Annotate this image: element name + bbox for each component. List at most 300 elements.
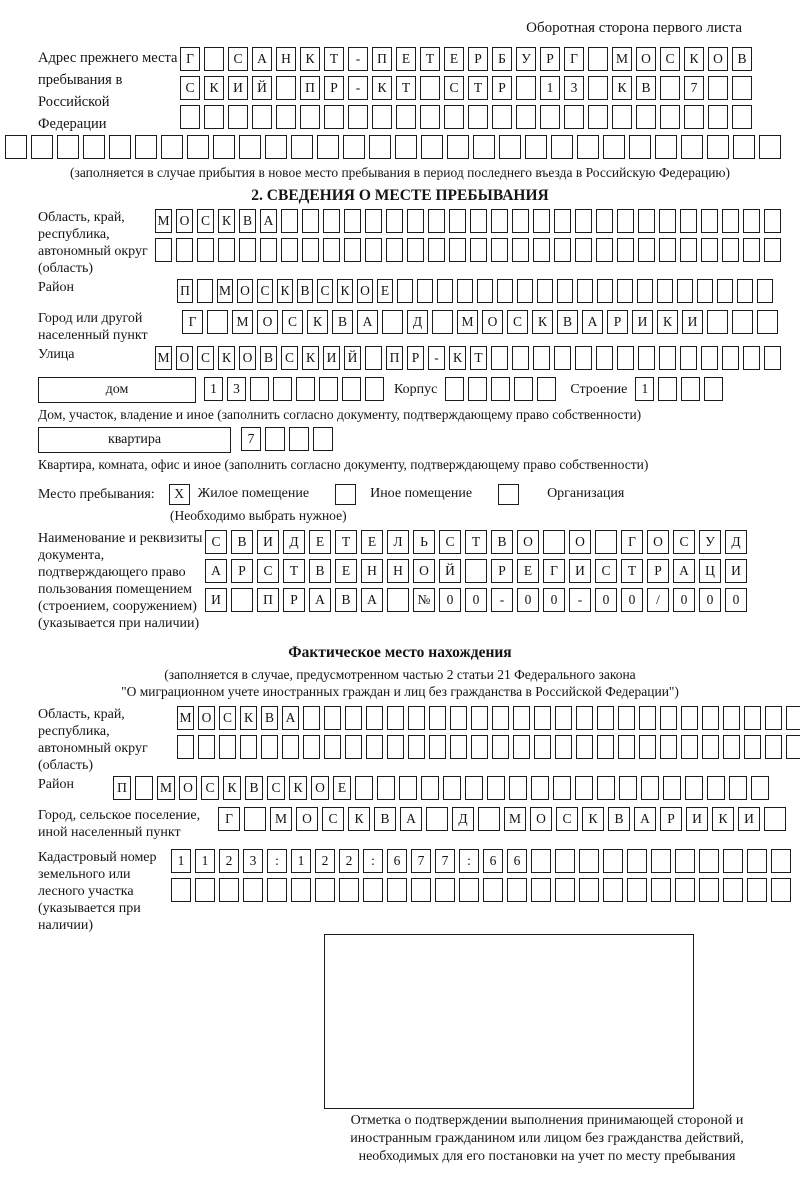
char-box[interactable]: П: [300, 76, 320, 100]
char-box[interactable]: С: [439, 530, 461, 554]
char-box[interactable]: В: [636, 76, 656, 100]
char-box[interactable]: К: [277, 279, 293, 303]
char-box[interactable]: [499, 135, 521, 159]
char-box[interactable]: Н: [361, 559, 383, 583]
char-box[interactable]: К: [302, 346, 319, 370]
char-box[interactable]: У: [699, 530, 721, 554]
char-box[interactable]: [492, 105, 512, 129]
char-box[interactable]: [445, 377, 464, 401]
char-box[interactable]: Г: [182, 310, 203, 334]
char-box[interactable]: А: [361, 588, 383, 612]
char-box[interactable]: В: [557, 310, 578, 334]
char-box[interactable]: [699, 849, 719, 873]
char-box[interactable]: [323, 209, 340, 233]
char-box[interactable]: 3: [243, 849, 263, 873]
char-box[interactable]: [513, 735, 530, 759]
char-box[interactable]: [722, 346, 739, 370]
char-box[interactable]: М: [155, 346, 172, 370]
char-box[interactable]: [300, 105, 320, 129]
char-box[interactable]: [397, 279, 413, 303]
char-box[interactable]: [369, 135, 391, 159]
char-box[interactable]: О: [517, 530, 539, 554]
char-box[interactable]: [737, 279, 753, 303]
char-box[interactable]: С: [257, 559, 279, 583]
char-box[interactable]: С: [282, 310, 303, 334]
char-box[interactable]: [457, 279, 473, 303]
char-box[interactable]: [492, 735, 509, 759]
char-box[interactable]: 3: [564, 76, 584, 100]
char-box[interactable]: В: [335, 588, 357, 612]
char-box[interactable]: [267, 878, 287, 902]
char-box[interactable]: [386, 209, 403, 233]
char-box[interactable]: В: [297, 279, 313, 303]
char-box[interactable]: [765, 735, 782, 759]
char-box[interactable]: [638, 238, 655, 262]
char-box[interactable]: /: [647, 588, 669, 612]
char-box[interactable]: [345, 735, 362, 759]
char-box[interactable]: 1: [204, 377, 223, 401]
char-box[interactable]: К: [712, 807, 734, 831]
char-box[interactable]: [339, 878, 359, 902]
char-box[interactable]: О: [296, 807, 318, 831]
char-box[interactable]: [659, 238, 676, 262]
char-box[interactable]: [342, 377, 361, 401]
char-box[interactable]: [343, 135, 365, 159]
char-box[interactable]: [543, 530, 565, 554]
char-box[interactable]: [660, 706, 677, 730]
char-box[interactable]: [680, 238, 697, 262]
char-box[interactable]: [219, 735, 236, 759]
char-box[interactable]: [554, 209, 571, 233]
char-box[interactable]: Д: [407, 310, 428, 334]
char-box[interactable]: П: [257, 588, 279, 612]
char-box[interactable]: Т: [324, 47, 344, 71]
char-box[interactable]: И: [228, 76, 248, 100]
char-box[interactable]: В: [608, 807, 630, 831]
char-box[interactable]: [555, 735, 572, 759]
char-box[interactable]: 1: [291, 849, 311, 873]
char-box[interactable]: Й: [252, 76, 272, 100]
char-box[interactable]: [764, 209, 781, 233]
char-box[interactable]: [407, 209, 424, 233]
char-box[interactable]: [533, 346, 550, 370]
char-box[interactable]: [533, 238, 550, 262]
char-box[interactable]: -: [428, 346, 445, 370]
char-box[interactable]: М: [155, 209, 172, 233]
char-box[interactable]: [660, 735, 677, 759]
char-box[interactable]: [531, 776, 549, 800]
char-box[interactable]: Н: [387, 559, 409, 583]
char-box[interactable]: [596, 346, 613, 370]
char-box[interactable]: В: [309, 559, 331, 583]
char-box[interactable]: А: [260, 209, 277, 233]
char-box[interactable]: [303, 735, 320, 759]
char-box[interactable]: [531, 849, 551, 873]
char-box[interactable]: О: [198, 706, 215, 730]
char-box[interactable]: [537, 279, 553, 303]
char-box[interactable]: В: [231, 530, 253, 554]
char-box[interactable]: Е: [517, 559, 539, 583]
char-box[interactable]: [534, 706, 551, 730]
char-box[interactable]: [429, 706, 446, 730]
char-box[interactable]: 1: [540, 76, 560, 100]
char-box[interactable]: [764, 807, 786, 831]
char-box[interactable]: [243, 878, 263, 902]
char-box[interactable]: [747, 878, 767, 902]
char-box[interactable]: К: [240, 706, 257, 730]
char-box[interactable]: [657, 279, 673, 303]
char-box[interactable]: [5, 135, 27, 159]
char-box[interactable]: Р: [660, 807, 682, 831]
char-box[interactable]: [204, 47, 224, 71]
char-box[interactable]: [465, 559, 487, 583]
char-box[interactable]: 0: [517, 588, 539, 612]
char-box[interactable]: [365, 209, 382, 233]
char-box[interactable]: [701, 238, 718, 262]
char-box[interactable]: [764, 346, 781, 370]
char-box[interactable]: А: [252, 47, 272, 71]
char-box[interactable]: Е: [361, 530, 383, 554]
char-box[interactable]: [471, 735, 488, 759]
char-box[interactable]: [743, 209, 760, 233]
char-box[interactable]: [684, 105, 704, 129]
char-box[interactable]: С: [444, 76, 464, 100]
char-box[interactable]: [685, 776, 703, 800]
char-box[interactable]: [399, 776, 417, 800]
char-box[interactable]: [302, 238, 319, 262]
char-box[interactable]: А: [634, 807, 656, 831]
char-box[interactable]: [273, 377, 292, 401]
char-box[interactable]: В: [239, 209, 256, 233]
char-box[interactable]: [575, 776, 593, 800]
char-box[interactable]: [655, 135, 677, 159]
char-box[interactable]: [239, 135, 261, 159]
char-box[interactable]: [540, 105, 560, 129]
char-box[interactable]: [83, 135, 105, 159]
char-box[interactable]: [324, 706, 341, 730]
char-box[interactable]: И: [569, 559, 591, 583]
char-box[interactable]: [743, 238, 760, 262]
char-box[interactable]: 7: [411, 849, 431, 873]
char-box[interactable]: :: [267, 849, 287, 873]
char-box[interactable]: [627, 849, 647, 873]
char-box[interactable]: К: [582, 807, 604, 831]
char-box[interactable]: [135, 776, 153, 800]
char-box[interactable]: [443, 776, 461, 800]
char-box[interactable]: В: [732, 47, 752, 71]
char-box[interactable]: Е: [333, 776, 351, 800]
char-box[interactable]: [786, 706, 800, 730]
char-box[interactable]: 2: [339, 849, 359, 873]
char-box[interactable]: [155, 238, 172, 262]
char-box[interactable]: Р: [231, 559, 253, 583]
char-box[interactable]: [702, 735, 719, 759]
char-box[interactable]: 1: [635, 377, 654, 401]
char-box[interactable]: [732, 310, 753, 334]
char-box[interactable]: [387, 735, 404, 759]
char-box[interactable]: [387, 878, 407, 902]
char-box[interactable]: Т: [468, 76, 488, 100]
char-box[interactable]: [637, 279, 653, 303]
char-box[interactable]: И: [682, 310, 703, 334]
char-box[interactable]: 7: [684, 76, 704, 100]
char-box[interactable]: [468, 105, 488, 129]
char-box[interactable]: К: [307, 310, 328, 334]
char-box[interactable]: [276, 76, 296, 100]
char-box[interactable]: К: [348, 807, 370, 831]
organization-checkbox[interactable]: [498, 484, 519, 505]
char-box[interactable]: И: [205, 588, 227, 612]
char-box[interactable]: Й: [344, 346, 361, 370]
char-box[interactable]: [180, 105, 200, 129]
char-box[interactable]: [366, 706, 383, 730]
char-box[interactable]: [576, 706, 593, 730]
char-box[interactable]: [470, 209, 487, 233]
char-box[interactable]: [699, 878, 719, 902]
char-box[interactable]: [765, 706, 782, 730]
char-box[interactable]: Д: [452, 807, 474, 831]
char-box[interactable]: О: [176, 346, 193, 370]
char-box[interactable]: [701, 209, 718, 233]
char-box[interactable]: [603, 849, 623, 873]
char-box[interactable]: Е: [396, 47, 416, 71]
char-box[interactable]: [289, 427, 309, 451]
char-box[interactable]: В: [491, 530, 513, 554]
char-box[interactable]: [697, 279, 713, 303]
char-box[interactable]: [252, 105, 272, 129]
char-box[interactable]: [317, 135, 339, 159]
char-box[interactable]: [491, 209, 508, 233]
char-box[interactable]: [428, 238, 445, 262]
char-box[interactable]: [219, 878, 239, 902]
char-box[interactable]: [786, 735, 800, 759]
char-box[interactable]: [707, 310, 728, 334]
char-box[interactable]: К: [684, 47, 704, 71]
char-box[interactable]: [432, 310, 453, 334]
char-box[interactable]: Б: [492, 47, 512, 71]
char-box[interactable]: [195, 878, 215, 902]
char-box[interactable]: П: [177, 279, 193, 303]
char-box[interactable]: [555, 849, 575, 873]
char-box[interactable]: [708, 105, 728, 129]
char-box[interactable]: [450, 706, 467, 730]
char-box[interactable]: [757, 310, 778, 334]
char-box[interactable]: [597, 735, 614, 759]
char-box[interactable]: [109, 135, 131, 159]
char-box[interactable]: [744, 735, 761, 759]
char-box[interactable]: А: [357, 310, 378, 334]
char-box[interactable]: [575, 238, 592, 262]
char-box[interactable]: С: [322, 807, 344, 831]
char-box[interactable]: [757, 279, 773, 303]
char-box[interactable]: [619, 776, 637, 800]
char-box[interactable]: И: [738, 807, 760, 831]
char-box[interactable]: [363, 878, 383, 902]
char-box[interactable]: [681, 735, 698, 759]
char-box[interactable]: О: [647, 530, 669, 554]
char-box[interactable]: Ь: [413, 530, 435, 554]
char-box[interactable]: [487, 776, 505, 800]
char-box[interactable]: [437, 279, 453, 303]
char-box[interactable]: С: [197, 346, 214, 370]
char-box[interactable]: [324, 105, 344, 129]
char-box[interactable]: [176, 238, 193, 262]
char-box[interactable]: О: [237, 279, 253, 303]
char-box[interactable]: [575, 209, 592, 233]
char-box[interactable]: С: [660, 47, 680, 71]
char-box[interactable]: 2: [219, 849, 239, 873]
char-box[interactable]: [618, 735, 635, 759]
char-box[interactable]: [603, 878, 623, 902]
char-box[interactable]: [708, 76, 728, 100]
char-box[interactable]: [588, 76, 608, 100]
char-box[interactable]: 0: [673, 588, 695, 612]
char-box[interactable]: А: [282, 706, 299, 730]
char-box[interactable]: 7: [435, 849, 455, 873]
char-box[interactable]: [471, 706, 488, 730]
char-box[interactable]: К: [532, 310, 553, 334]
char-box[interactable]: Й: [439, 559, 461, 583]
char-box[interactable]: Г: [543, 559, 565, 583]
char-box[interactable]: С: [556, 807, 578, 831]
char-box[interactable]: [617, 209, 634, 233]
char-box[interactable]: [161, 135, 183, 159]
char-box[interactable]: К: [289, 776, 307, 800]
char-box[interactable]: К: [218, 346, 235, 370]
char-box[interactable]: [759, 135, 781, 159]
char-box[interactable]: А: [309, 588, 331, 612]
char-box[interactable]: [291, 135, 313, 159]
char-box[interactable]: [187, 135, 209, 159]
char-box[interactable]: С: [281, 346, 298, 370]
char-box[interactable]: М: [217, 279, 233, 303]
char-box[interactable]: [651, 878, 671, 902]
char-box[interactable]: [509, 776, 527, 800]
char-box[interactable]: [516, 76, 536, 100]
other-premises-checkbox[interactable]: [335, 484, 356, 505]
char-box[interactable]: К: [612, 76, 632, 100]
char-box[interactable]: [324, 735, 341, 759]
char-box[interactable]: [564, 105, 584, 129]
char-box[interactable]: С: [201, 776, 219, 800]
char-box[interactable]: Д: [283, 530, 305, 554]
char-box[interactable]: М: [612, 47, 632, 71]
char-box[interactable]: [420, 105, 440, 129]
char-box[interactable]: [228, 105, 248, 129]
char-box[interactable]: И: [323, 346, 340, 370]
char-box[interactable]: [659, 209, 676, 233]
char-box[interactable]: А: [673, 559, 695, 583]
char-box[interactable]: [420, 76, 440, 100]
char-box[interactable]: О: [176, 209, 193, 233]
char-box[interactable]: [355, 776, 373, 800]
char-box[interactable]: [617, 238, 634, 262]
char-box[interactable]: К: [218, 209, 235, 233]
char-box[interactable]: [660, 76, 680, 100]
char-box[interactable]: Г: [564, 47, 584, 71]
char-box[interactable]: Р: [540, 47, 560, 71]
char-box[interactable]: К: [300, 47, 320, 71]
char-box[interactable]: [239, 238, 256, 262]
char-box[interactable]: [603, 135, 625, 159]
char-box[interactable]: [533, 209, 550, 233]
char-box[interactable]: И: [257, 530, 279, 554]
char-box[interactable]: [617, 346, 634, 370]
char-box[interactable]: [444, 105, 464, 129]
char-box[interactable]: [675, 849, 695, 873]
char-box[interactable]: Д: [725, 530, 747, 554]
char-box[interactable]: [408, 706, 425, 730]
char-box[interactable]: [491, 238, 508, 262]
char-box[interactable]: О: [530, 807, 552, 831]
char-box[interactable]: О: [569, 530, 591, 554]
char-box[interactable]: [276, 105, 296, 129]
char-box[interactable]: Р: [468, 47, 488, 71]
char-box[interactable]: [660, 105, 680, 129]
char-box[interactable]: [291, 878, 311, 902]
char-box[interactable]: [681, 377, 700, 401]
char-box[interactable]: [729, 776, 747, 800]
char-box[interactable]: [723, 735, 740, 759]
char-box[interactable]: [365, 238, 382, 262]
char-box[interactable]: А: [400, 807, 422, 831]
char-box[interactable]: [627, 878, 647, 902]
char-box[interactable]: В: [245, 776, 263, 800]
char-box[interactable]: 0: [439, 588, 461, 612]
char-box[interactable]: [597, 776, 615, 800]
char-box[interactable]: Р: [647, 559, 669, 583]
char-box[interactable]: Р: [491, 559, 513, 583]
char-box[interactable]: [435, 878, 455, 902]
char-box[interactable]: [213, 135, 235, 159]
char-box[interactable]: [426, 807, 448, 831]
char-box[interactable]: В: [332, 310, 353, 334]
char-box[interactable]: [771, 878, 791, 902]
char-box[interactable]: [261, 735, 278, 759]
char-box[interactable]: [554, 346, 571, 370]
char-box[interactable]: [177, 735, 194, 759]
char-box[interactable]: 1: [171, 849, 191, 873]
char-box[interactable]: [281, 209, 298, 233]
char-box[interactable]: М: [504, 807, 526, 831]
char-box[interactable]: Т: [335, 530, 357, 554]
char-box[interactable]: [596, 238, 613, 262]
char-box[interactable]: [636, 105, 656, 129]
char-box[interactable]: [477, 279, 493, 303]
char-box[interactable]: М: [157, 776, 175, 800]
char-box[interactable]: Т: [465, 530, 487, 554]
char-box[interactable]: [315, 878, 335, 902]
char-box[interactable]: [408, 735, 425, 759]
char-box[interactable]: [595, 530, 617, 554]
char-box[interactable]: Е: [444, 47, 464, 71]
char-box[interactable]: -: [348, 47, 368, 71]
char-box[interactable]: [395, 135, 417, 159]
char-box[interactable]: [260, 238, 277, 262]
char-box[interactable]: К: [657, 310, 678, 334]
char-box[interactable]: [531, 878, 551, 902]
char-box[interactable]: Т: [396, 76, 416, 100]
char-box[interactable]: [344, 238, 361, 262]
char-box[interactable]: [638, 346, 655, 370]
char-box[interactable]: Р: [492, 76, 512, 100]
char-box[interactable]: 0: [699, 588, 721, 612]
char-box[interactable]: [723, 706, 740, 730]
char-box[interactable]: [658, 377, 677, 401]
char-box[interactable]: [555, 706, 572, 730]
char-box[interactable]: И: [632, 310, 653, 334]
char-box[interactable]: [512, 346, 529, 370]
